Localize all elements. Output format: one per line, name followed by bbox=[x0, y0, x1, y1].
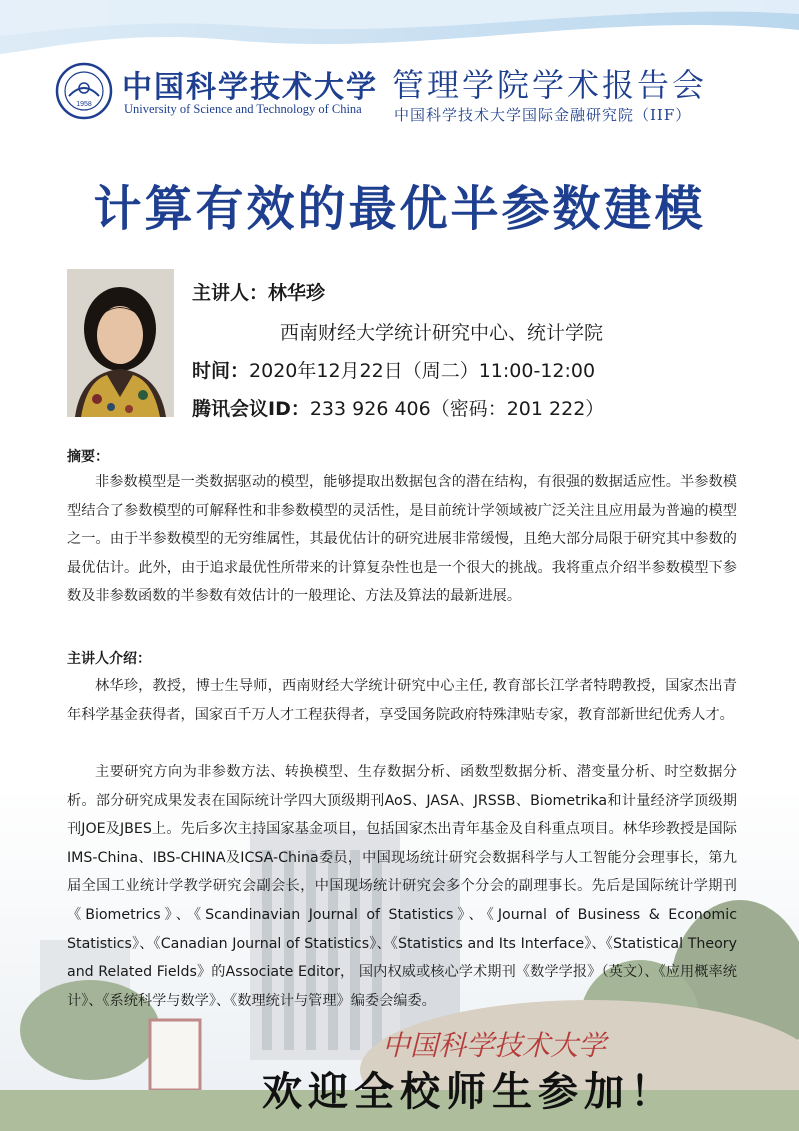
meeting-value: 233 926 406（密码：201 222） bbox=[309, 398, 605, 420]
school-name-cn: 中国科学技术大学 bbox=[122, 70, 378, 105]
speaker-label: 主讲人： bbox=[192, 282, 269, 304]
time-label: 时间： bbox=[192, 360, 250, 382]
abstract-text: 非参数模型是一类数据驱动的模型，能够提取出数据包含的潜在结构，有很强的数据适应性。半参数模型结合了参数模型的可解释性和非参数模型的灵活性，是目前统计学领域被广泛关注且应用最为普遍的模型之一。由于半参数模型的无穷维属性，其最优估计的研究进展非常缓慢，且绝大部分局限于研究其中参数的最优估计。此外，由于追求最优性所带来的计算复杂性也是一个很大的挑战。我将重点介绍半参数模型下参数及非参数函数的半参数有效估计的一般理论、方法及算法的最新进展。 bbox=[67, 474, 737, 605]
page-title: 计算有效的最优半参数建模 bbox=[93, 181, 706, 237]
speaker-name: 林华珍 bbox=[268, 282, 326, 304]
time-line bbox=[192, 356, 595, 383]
abstract-heading: 摘要： bbox=[67, 449, 109, 465]
event-subtitle: 中国科学技术大学国际金融研究院（IIF） bbox=[394, 106, 692, 124]
university-seal-icon bbox=[55, 62, 113, 120]
meeting-line bbox=[192, 394, 604, 421]
school-name-en: University of Science and Technology of China bbox=[124, 102, 362, 116]
speaker-affiliation: 西南财经大学统计研究中心、统计学院 bbox=[280, 322, 604, 344]
stone-inscription: 中国科学技术大学 bbox=[382, 1029, 607, 1062]
event-title: 管理学院学术报告会 bbox=[392, 66, 708, 104]
bio-heading: 主讲人介绍： bbox=[67, 651, 151, 667]
speaker-name-line bbox=[192, 278, 325, 305]
bio-paragraph-2: 主要研究方向为非参数方法、转换模型、生存数据分析、函数型数据分析、潜变量分析、时空数据分析。部分研究成果发表在国际统计学四大顶级期刊AoS、JASA、JRSSB、Biometrika和计量经济学顶级期刊JOE及JBES上。先后多次主持国家基金项目，包括国家杰出青年基金及自科重点项目。林华珍教授是国际IMS-China、IBS-CHINA及ICSA-China委员，中国现场统计研究会数据科学与人工智能分会理事长，第九届全国工业统计学教学研究会副会长，中国现场统计研究会多个分会的副理事长。先后是国际统计学期刊《Biometrics》、《Scandinavian Journal of Statistics》、《Journal of Business & Economic Statistics》、《Canadian Journal of Statistics》、《Statistics and Its Interface》、《Statistical Theory and Related Fields》的Associate Editor， 国内权威或核心学术期刊《数学学报》（英文）、《应用概率统计》、《系统科学与数学》、《数理统计与管理》编委会编委。 bbox=[67, 764, 737, 1009]
bio-paragraph-1: 林华珍，教授，博士生导师，西南财经大学统计研究中心主任, 教育部长江学者特聘教授，国家杰出青年科学基金获得者，国家百千万人才工程获得者，享受国务院政府特殊津贴专家，教育部新世纪优秀人才。 bbox=[67, 678, 737, 723]
seal-year: 1958 bbox=[76, 101, 92, 108]
header bbox=[0, 56, 799, 136]
meeting-label: 腾讯会议ID： bbox=[192, 398, 310, 420]
welcome-banner: 欢迎全校师生参加！ bbox=[262, 1068, 676, 1115]
top-wave-decoration bbox=[0, 0, 799, 60]
time-value: 2020年12月22日（周二）11:00-12:00 bbox=[249, 360, 596, 382]
speaker-photo bbox=[67, 269, 174, 417]
